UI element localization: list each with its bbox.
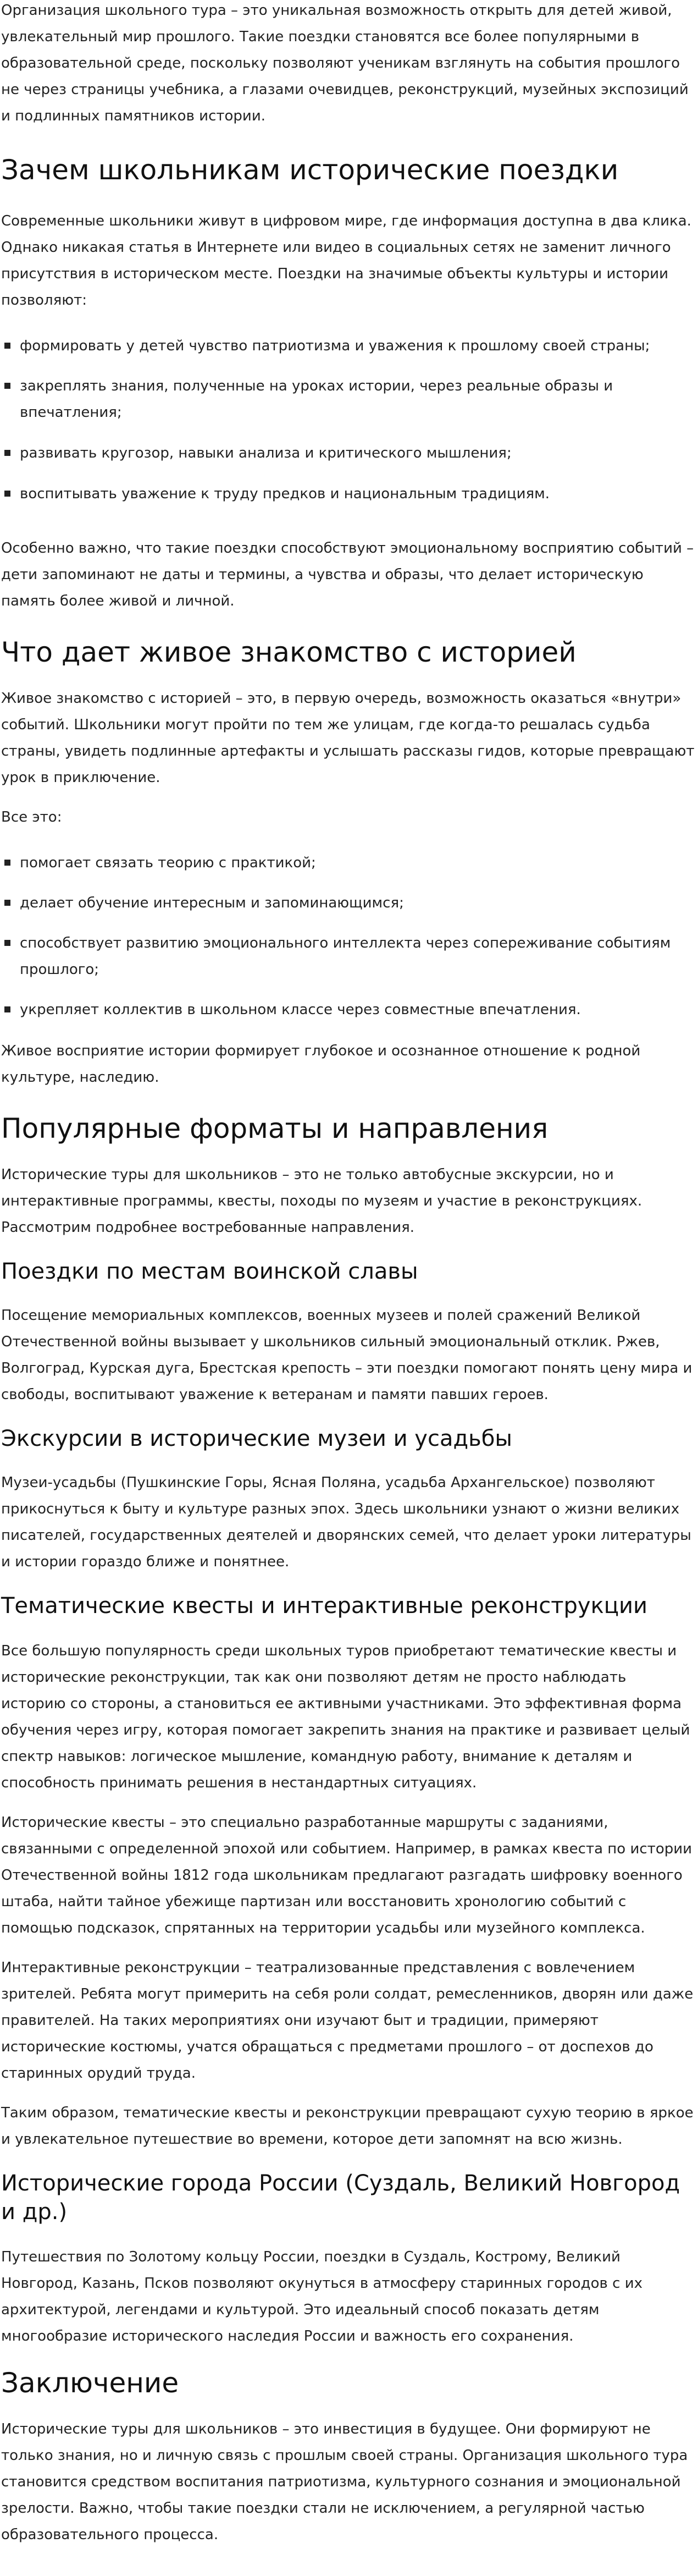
list-item-text: способствует развитию эмоционального интеллекта через сопереживание событиям прошлого; [20, 935, 671, 978]
conclusion-paragraph-1: Исторические туры для школьников – это инвестиция в будущее. Они формируют не только знания, но и личную связь с прошлым своей страны. Организация школьного тура становится средством воспитания патриотизма, культурного сознания и эмоциональной зрелости. Важно, чтобы такие поездки стали не исключением, а регулярной частью образовательного процесса. [1, 2421, 688, 2543]
bullet-marker [4, 450, 10, 456]
heading-quests: Тематические квесты и интерактивные реконструкции [1, 1593, 647, 1619]
intro-paragraph: Организация школьного тура – это уникальная возможность открыть для детей живой, увлекательный мир прошлого. Такие поездки становятся все более популярными в образовательной среде, поскольку позволяют ученикам взглянуть на события прошлого не через страницы учебника, а глазами очевидцев, реконструкций, музейных экспозиций и подлинных памятников истории. [1, 2, 689, 124]
list-item-text: закреплять знания, полученные на уроках истории, через реальные образы и впечатления; [20, 378, 613, 421]
bullet-marker [4, 860, 10, 866]
quests-paragraph-2: Исторические квесты – это специально разработанные маршруты с заданиями, связанными с определенной эпохой или событием. Например, в рамках квеста по истории Отечественной войны 1812 года школьникам предлагают разгадать шифровку военного штаба, найти тайное убежище партизан или восстановить хронологию событий с помощью подсказок, спрятанных на территории усадьбы или музейного комплекса. [1, 1814, 693, 1936]
live-paragraph-2: Все это: [1, 809, 62, 825]
why-paragraph-2: Особенно важно, что такие поездки способствуют эмоциональному восприятию событий – дети запоминают не даты и термины, а чувства и образы, что делает историческую память более живой и личной. [1, 540, 694, 609]
list-item-text: воспитывать уважение к труду предков и национальным традициям. [20, 486, 550, 502]
live-paragraph-3: Живое восприятие истории формирует глубокое и осознанное отношение к родной культуре, наследию. [1, 1043, 641, 1086]
list-item [1, 481, 695, 507]
heading-formats: Популярные форматы и направления [1, 1113, 549, 1144]
heading-museums: Экскурсии в исторические музеи и усадьбы [1, 1426, 512, 1451]
heading-live: Что дает живое знакомство с историей [1, 636, 577, 668]
bullet-marker [4, 491, 10, 497]
military-paragraph-1: Посещение мемориальных комплексов, военных музеев и полей сражений Великой Отечественной войны вызывает у школьников сильный эмоциональный отклик. Ржев, Волгоград, Курская дуга, Брестская крепость – эти поездки помогают понять цену мира и свободы, воспитывают уважение к ветеранам и памяти павших героев. [1, 1307, 693, 1403]
bullet-marker [4, 1006, 10, 1012]
list-item [1, 930, 695, 983]
heading-conclusion: Заключение [1, 2367, 179, 2399]
quests-paragraph-4: Таким образом, тематические квесты и реконструкции превращают сухую теорию в яркое и увлекательное путешествие во времени, которое дети запомнят на всю жизнь. [1, 2105, 694, 2148]
list-item [1, 890, 695, 916]
quests-paragraph-1: Все большую популярность среди школьных туров приобретают тематические квесты и исторические реконструкции, так как они позволяют детям не просто наблюдать историю со стороны, а становиться ее активными участниками. Это эффективная форма обучения через игру, которая помогает закрепить знания на практике и развивает целый спектр навыков: логическое мышление, командную работу, внимание к деталям и способность принимать решения в нестандартных ситуациях. [1, 1643, 690, 1791]
list-item [1, 850, 695, 876]
why-paragraph-1: Современные школьники живут в цифровом мире, где информация доступна в два клика. Однако никакая статья в Интернете или видео в социальных сетях не заменит личного присутствия в историческом месте. Поездки на значимые объекты культуры и истории позволяют: [1, 213, 691, 309]
live-paragraph-1: Живое знакомство с историей – это, в первую очередь, возможность оказаться «внутри» событий. Школьники могут пройти по тем же улицам, где когда-то решалась судьба страны, увидеть подлинные артефакты и услышать рассказы гидов, которые превращают урок в приключение. [1, 690, 695, 786]
heading-why: Зачем школьникам исторические поездки [1, 154, 619, 186]
list-item [1, 373, 695, 426]
bullet-marker [4, 940, 10, 946]
bullet-marker [4, 343, 10, 349]
list-item-text: укрепляет коллектив в школьном классе через совместные впечатления. [20, 1001, 581, 1018]
list-item [1, 997, 695, 1023]
list-item-text: помогает связать теорию с практикой; [20, 855, 316, 871]
bullet-marker [4, 383, 10, 389]
formats-paragraph-1: Исторические туры для школьников – это не только автобусные экскурсии, но и интерактивные программы, квесты, походы по музеям и участие в реконструкциях. Рассмотрим подробнее востребованные направления. [1, 1166, 642, 1236]
cities-paragraph-1: Путешествия по Золотому кольцу России, поездки в Суздаль, Кострому, Великий Новгород, Казань, Псков позволяют окунуться в атмосферу старинных городов с их архитектурой, легендами и культурой. Это идеальный способ показать детям многообразие исторического наследия России и важность его сохранения. [1, 2249, 642, 2344]
list-item [1, 440, 695, 466]
bullet-marker [4, 900, 10, 906]
heading-cities: Исторические города России (Суздаль, Великий Новгород и др.) [1, 2171, 680, 2225]
why-list [1, 333, 695, 507]
list-item-text: формировать у детей чувство патриотизма и уважения к прошлому своей страны; [20, 338, 650, 354]
list-item [1, 333, 695, 359]
heading-military: Поездки по местам воинской славы [1, 1259, 418, 1284]
quests-paragraph-3: Интерактивные реконструкции – театрализованные представления с вовлечением зрителей. Ребята могут примерить на себя роли солдат, ремесленников, дворян или даже правителей. На таких мероприятиях они изучают быт и традиции, примеряют исторические костюмы, учатся обращаться с предметами прошлого – от доспехов до старинных орудий труда. [1, 1959, 694, 2082]
list-item-text: развивать кругозор, навыки анализа и критического мышления; [20, 445, 512, 461]
live-list [1, 850, 695, 1023]
museums-paragraph-1: Музеи-усадьбы (Пушкинские Горы, Ясная Поляна, усадьба Архангельское) позволяют прикоснуться к быту и культуре разных эпох. Здесь школьники узнают о жизни великих писателей, государственных деятелей и дворянских семей, что делает уроки литературы и истории гораздо ближе и понятнее. [1, 1474, 691, 1570]
list-item-text: делает обучение интересным и запоминающимся; [20, 895, 404, 911]
